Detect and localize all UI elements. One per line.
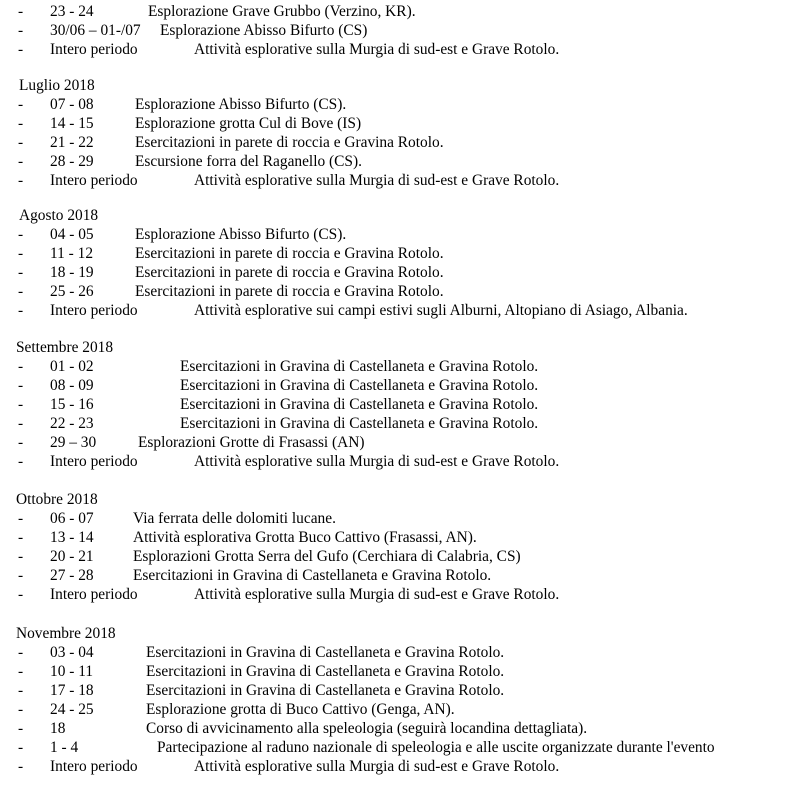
month-heading: Novembre 2018 xyxy=(16,625,116,642)
list-dash: - xyxy=(18,245,24,262)
list-dash: - xyxy=(18,701,24,718)
item-description: Esercitazioni in Gravina di Castellaneta e Gravina Rotolo. xyxy=(180,415,539,432)
item-date: 08 - 09 xyxy=(50,377,94,394)
item-date: 21 - 22 xyxy=(50,134,94,151)
list-dash: - xyxy=(18,96,24,113)
list-dash: - xyxy=(18,22,24,39)
list-dash: - xyxy=(18,358,24,375)
list-dash: - xyxy=(18,283,24,300)
list-dash: - xyxy=(18,302,24,319)
list-dash: - xyxy=(18,226,24,243)
item-description: Esplorazione Abisso Bifurto (CS). xyxy=(135,226,347,243)
item-date: Intero periodo xyxy=(50,41,138,58)
item-description: Attività esplorative sulla Murgia di sud-est e Grave Rotolo. xyxy=(194,453,560,470)
item-description: Esplorazione Abisso Bifurto (CS) xyxy=(160,22,368,39)
month-heading: Luglio 2018 xyxy=(19,77,95,94)
list-dash: - xyxy=(18,644,24,661)
item-date: 20 - 21 xyxy=(50,548,94,565)
item-description: Esercitazioni in Gravina di Castellaneta e Gravina Rotolo. xyxy=(180,377,539,394)
item-description: Esplorazione Abisso Bifurto (CS). xyxy=(135,96,347,113)
list-dash: - xyxy=(18,739,24,756)
list-dash: - xyxy=(18,586,24,603)
item-description: Esercitazioni in Gravina di Castellaneta e Gravina Rotolo. xyxy=(180,396,539,413)
item-date: 23 - 24 xyxy=(50,3,94,20)
item-description: Esercitazioni in Gravina di Castellaneta e Gravina Rotolo. xyxy=(146,663,505,680)
item-date: Intero periodo xyxy=(50,302,138,319)
item-date: 22 - 23 xyxy=(50,415,94,432)
item-description: Attività esplorative sulla Murgia di sud-est e Grave Rotolo. xyxy=(194,758,560,775)
item-date: 24 - 25 xyxy=(50,701,94,718)
list-dash: - xyxy=(18,3,24,20)
list-dash: - xyxy=(18,529,24,546)
item-date: Intero periodo xyxy=(50,586,138,603)
list-dash: - xyxy=(18,548,24,565)
item-description: Esplorazioni Grotte di Frasassi (AN) xyxy=(138,434,365,451)
item-description: Esplorazione grotta Cul di Bove (IS) xyxy=(135,115,362,132)
item-date: 29 – 30 xyxy=(50,434,97,451)
month-heading: Settembre 2018 xyxy=(16,339,114,356)
list-dash: - xyxy=(18,453,24,470)
item-description: Escursione forra del Raganello (CS). xyxy=(135,153,362,170)
item-description: Corso di avvicinamento alla speleologia (seguirà locandina dettagliata). xyxy=(146,720,588,737)
list-dash: - xyxy=(18,720,24,737)
item-description: Via ferrata delle dolomiti lucane. xyxy=(133,510,336,527)
list-dash: - xyxy=(18,115,24,132)
item-description: Attività esplorative sulla Murgia di sud-est e Grave Rotolo. xyxy=(194,41,560,58)
list-dash: - xyxy=(18,172,24,189)
list-dash: - xyxy=(18,41,24,58)
item-date: 11 - 12 xyxy=(50,245,94,262)
list-dash: - xyxy=(18,396,24,413)
item-date: 01 - 02 xyxy=(50,358,94,375)
item-date: 10 - 11 xyxy=(50,663,94,680)
item-description: Esercitazioni in parete di roccia e Gravina Rotolo. xyxy=(135,245,444,262)
item-description: Esplorazione Grave Grubbo (Verzino, KR). xyxy=(148,3,416,20)
list-dash: - xyxy=(18,153,24,170)
item-date: 15 - 16 xyxy=(50,396,94,413)
item-date: 06 - 07 xyxy=(50,510,94,527)
item-description: Attività esplorative sui campi estivi sugli Alburni, Altopiano di Asiago, Albania. xyxy=(194,302,688,319)
list-dash: - xyxy=(18,134,24,151)
month-heading: Agosto 2018 xyxy=(19,207,99,224)
item-description: Attività esplorativa Grotta Buco Cattivo (Frasassi, AN). xyxy=(133,529,477,546)
list-dash: - xyxy=(18,567,24,584)
item-date: Intero periodo xyxy=(50,172,138,189)
item-description: Esercitazioni in parete di roccia e Gravina Rotolo. xyxy=(135,283,444,300)
list-dash: - xyxy=(18,264,24,281)
month-heading: Ottobre 2018 xyxy=(16,491,98,508)
item-date: 13 - 14 xyxy=(50,529,94,546)
item-date: 25 - 26 xyxy=(50,283,94,300)
item-description: Esercitazioni in parete di roccia e Gravina Rotolo. xyxy=(135,134,444,151)
item-description: Partecipazione al raduno nazionale di speleologia e alle uscite organizzate durante l'evento xyxy=(157,739,715,756)
item-description: Esercitazioni in Gravina di Castellaneta e Gravina Rotolo. xyxy=(146,682,505,699)
item-description: Esplorazione grotta di Buco Cattivo (Genga, AN). xyxy=(146,701,455,718)
item-date: Intero periodo xyxy=(50,758,138,775)
item-description: Esercitazioni in parete di roccia e Gravina Rotolo. xyxy=(135,264,444,281)
list-dash: - xyxy=(18,510,24,527)
item-date: 03 - 04 xyxy=(50,644,94,661)
list-dash: - xyxy=(18,415,24,432)
item-date: 17 - 18 xyxy=(50,682,94,699)
item-date: 14 - 15 xyxy=(50,115,94,132)
list-dash: - xyxy=(18,377,24,394)
item-description: Attività esplorative sulla Murgia di sud-est e Grave Rotolo. xyxy=(194,172,560,189)
item-date: 27 - 28 xyxy=(50,567,94,584)
list-dash: - xyxy=(18,434,24,451)
item-date: 04 - 05 xyxy=(50,226,94,243)
item-date: 07 - 08 xyxy=(50,96,94,113)
item-date: 18 xyxy=(50,720,66,737)
list-dash: - xyxy=(18,758,24,775)
item-description: Esercitazioni in Gravina di Castellaneta e Gravina Rotolo. xyxy=(146,644,505,661)
item-date: 18 - 19 xyxy=(50,264,94,281)
item-description: Esercitazioni in Gravina di Castellaneta e Gravina Rotolo. xyxy=(180,358,539,375)
item-description: Esercitazioni in Gravina di Castellaneta e Gravina Rotolo. xyxy=(133,567,492,584)
item-date: 1 - 4 xyxy=(50,739,79,756)
item-description: Esplorazioni Grotta Serra del Gufo (Cerchiara di Calabria, CS) xyxy=(133,548,521,565)
item-description: Attività esplorative sulla Murgia di sud-est e Grave Rotolo. xyxy=(194,586,560,603)
list-dash: - xyxy=(18,663,24,680)
list-dash: - xyxy=(18,682,24,699)
item-date: Intero periodo xyxy=(50,453,138,470)
item-date: 28 - 29 xyxy=(50,153,94,170)
item-date: 30/06 – 01-/07 xyxy=(50,22,141,39)
